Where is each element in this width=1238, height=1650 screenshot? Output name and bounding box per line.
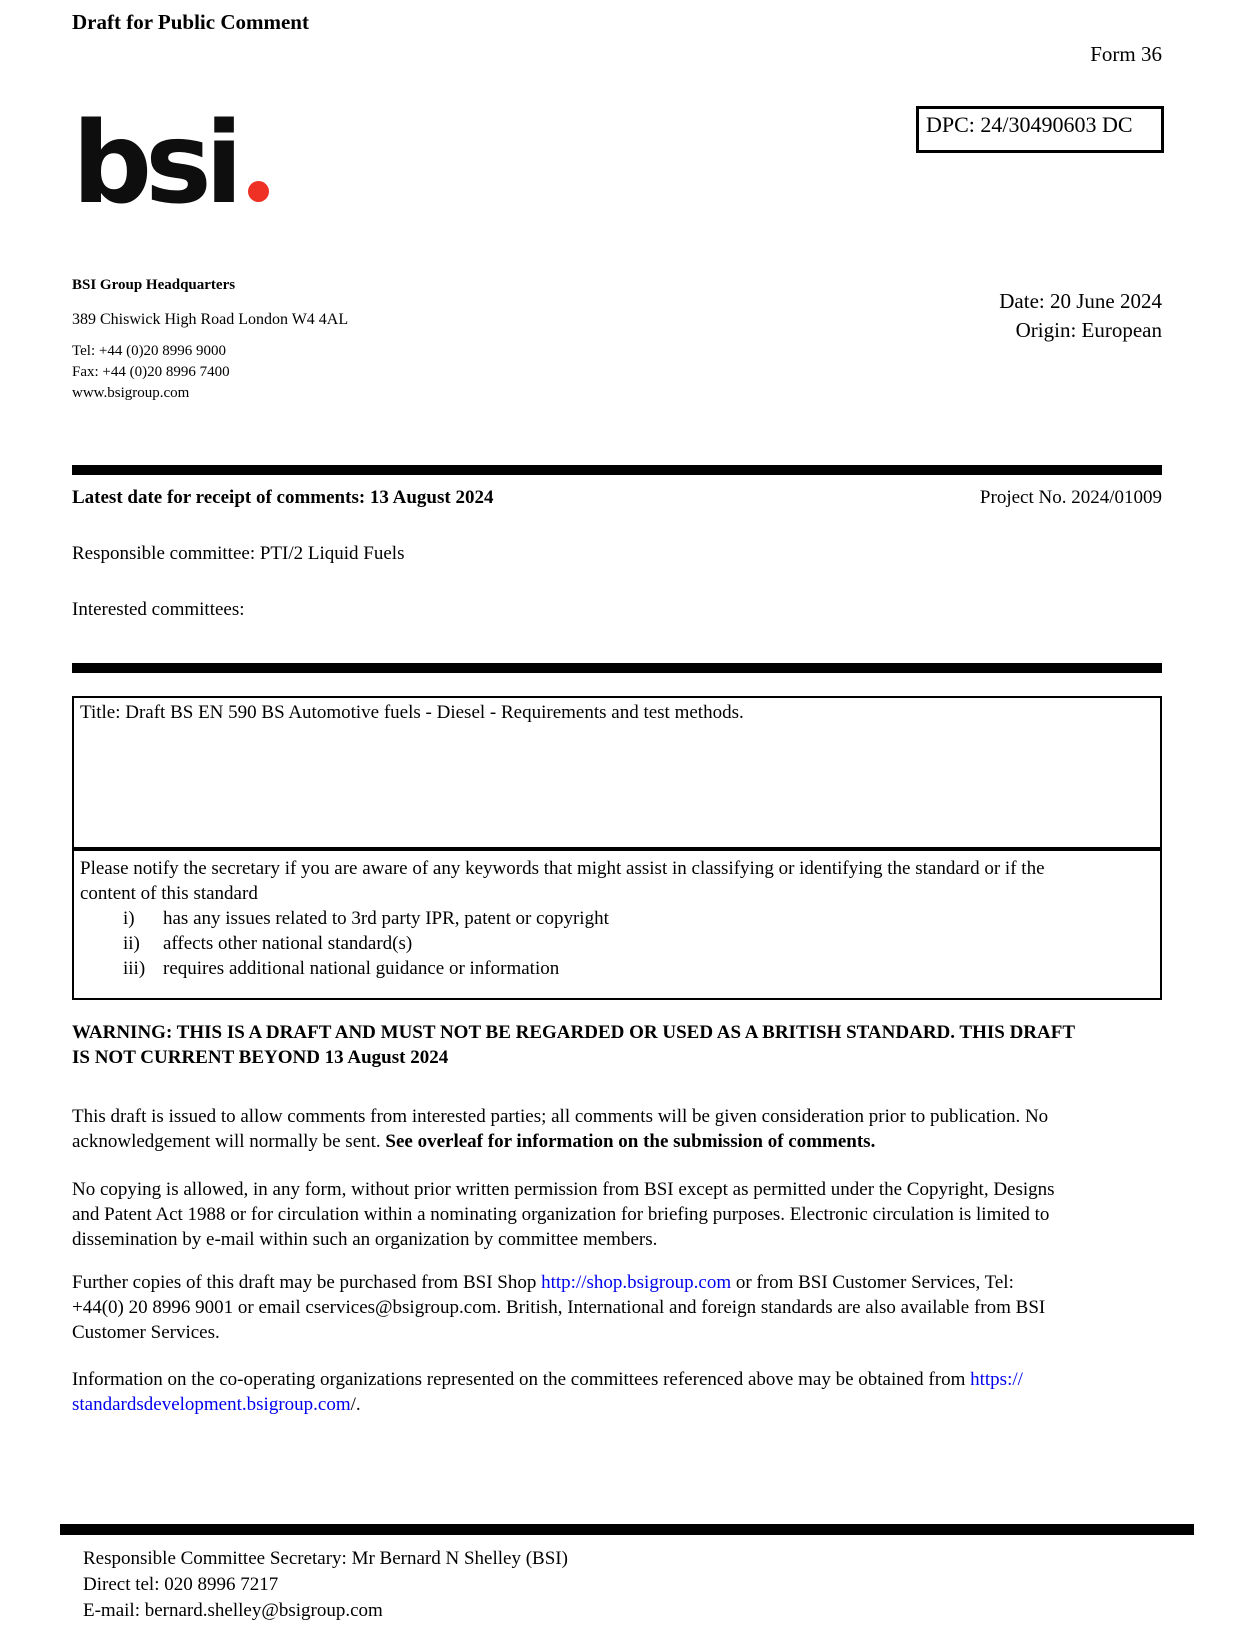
keyword-item-3-text: requires additional national guidance or information (163, 958, 560, 979)
interested-committees: Interested committees: (72, 599, 245, 620)
keywords-intro-line1: Please notify the secretary if you are aware of any keywords that might assist in classifying or identifying the standard or if the (80, 858, 1045, 879)
keyword-item-1-numeral: i) (123, 908, 135, 929)
hq-website: www.bsigroup.com (72, 385, 190, 401)
keywords-intro-line2: content of this standard (80, 883, 258, 904)
headquarters-block (72, 276, 348, 402)
keyword-item-2-numeral: ii) (123, 933, 140, 954)
standards-development-link-part1[interactable]: https:// (970, 1369, 1023, 1390)
doc-type-heading: Draft for Public Comment (72, 10, 309, 34)
paragraph-further-copies: Further copies of this draft may be purchased from BSI Shop http://shop.bsigroup.com or from BSI Customer Services, Tel: +44(0) 20 8996 9001 or email cservices@bsigroup.com. British, International and foreign standards are also available from BSI Customer Services. (72, 1272, 1046, 1343)
paragraph-draft-issued: This draft is issued to allow comments from interested parties; all comments will be given consideration prior to publication. No acknowledgement will normally be sent. See overleaf for information on the submission of comments. (72, 1106, 1049, 1152)
paragraph-cooperating-orgs: Information on the co-operating organizations represented on the committees referenced above may be obtained from https:// standardsdevelopment.bsigroup.com/. (72, 1369, 1023, 1415)
keyword-item-3-numeral: iii) (123, 958, 146, 979)
warning-text: WARNING: THIS IS A DRAFT AND MUST NOT BE REGARDED OR USED AS A BRITISH STANDARD. THIS DRAFT IS NOT CURRENT BEYOND 13 August 2024 (72, 1022, 1076, 1068)
keywords-box (72, 849, 1162, 1000)
date-value: Date: 20 June 2024 (999, 289, 1162, 313)
responsible-committee: Responsible committee: PTI/2 Liquid Fuels (72, 543, 405, 564)
project-number: Project No. 2024/01009 (979, 487, 1162, 508)
keyword-item-2 (80, 931, 1154, 956)
standard-title: Title: Draft BS EN 590 BS Automotive fuels - Diesel - Requirements and test methods. (80, 702, 744, 723)
keyword-item-2-text: affects other national standard(s) (163, 933, 413, 954)
dpc-number-box (916, 106, 1164, 153)
hq-heading: BSI Group Headquarters (72, 277, 236, 293)
footer-secretary: Responsible Committee Secretary: Mr Bernard N Shelley (BSI) (83, 1548, 568, 1569)
footer-block (83, 1546, 568, 1624)
hq-tel: Tel: +44 (0)20 8996 9000 (72, 343, 227, 359)
comments-deadline-row (72, 487, 1162, 509)
paragraph-no-copying: No copying is allowed, in any form, without prior written permission from BSI except as permitted under the Copyright, Designs and Patent Act 1988 or for circulation within a nominating organization for briefing purposes. Electronic circulation is limited to dissemination by e-mail within such an organization by committee members. (72, 1179, 1055, 1250)
form-number: Form 36 (1090, 42, 1162, 66)
divider-bar-top (72, 465, 1162, 475)
origin-value: Origin: European (1015, 318, 1162, 342)
keyword-item-3 (80, 956, 1154, 981)
footer-direct-tel: Direct tel: 020 8996 7217 (83, 1574, 279, 1595)
standard-title-box (72, 696, 1162, 849)
date-origin-block (999, 287, 1162, 345)
hq-fax: Fax: +44 (0)20 8996 7400 (72, 364, 230, 380)
bsi-logo-text: bsi (72, 99, 237, 229)
keyword-item-1 (80, 906, 1154, 931)
bsi-shop-link[interactable]: http://shop.bsigroup.com (541, 1272, 732, 1293)
comments-deadline: Latest date for receipt of comments: 13 August 2024 (72, 487, 494, 508)
dpc-number: DPC: 24/30490603 DC (926, 112, 1133, 137)
footer-email: E-mail: bernard.shelley@bsigroup.com (83, 1600, 383, 1621)
divider-bar-bottom (60, 1524, 1194, 1535)
divider-bar-middle (72, 663, 1162, 673)
bsi-logo-red-dot-icon (248, 181, 269, 202)
standards-development-link-part2[interactable]: standardsdevelopment.bsigroup.com (72, 1394, 351, 1415)
see-overleaf-note: See overleaf for information on the submission of comments. (385, 1131, 876, 1152)
bsi-logo (72, 99, 269, 229)
hq-address: 389 Chiswick High Road London W4 4AL (72, 311, 349, 328)
keyword-item-1-text: has any issues related to 3rd party IPR, patent or copyright (163, 908, 609, 929)
